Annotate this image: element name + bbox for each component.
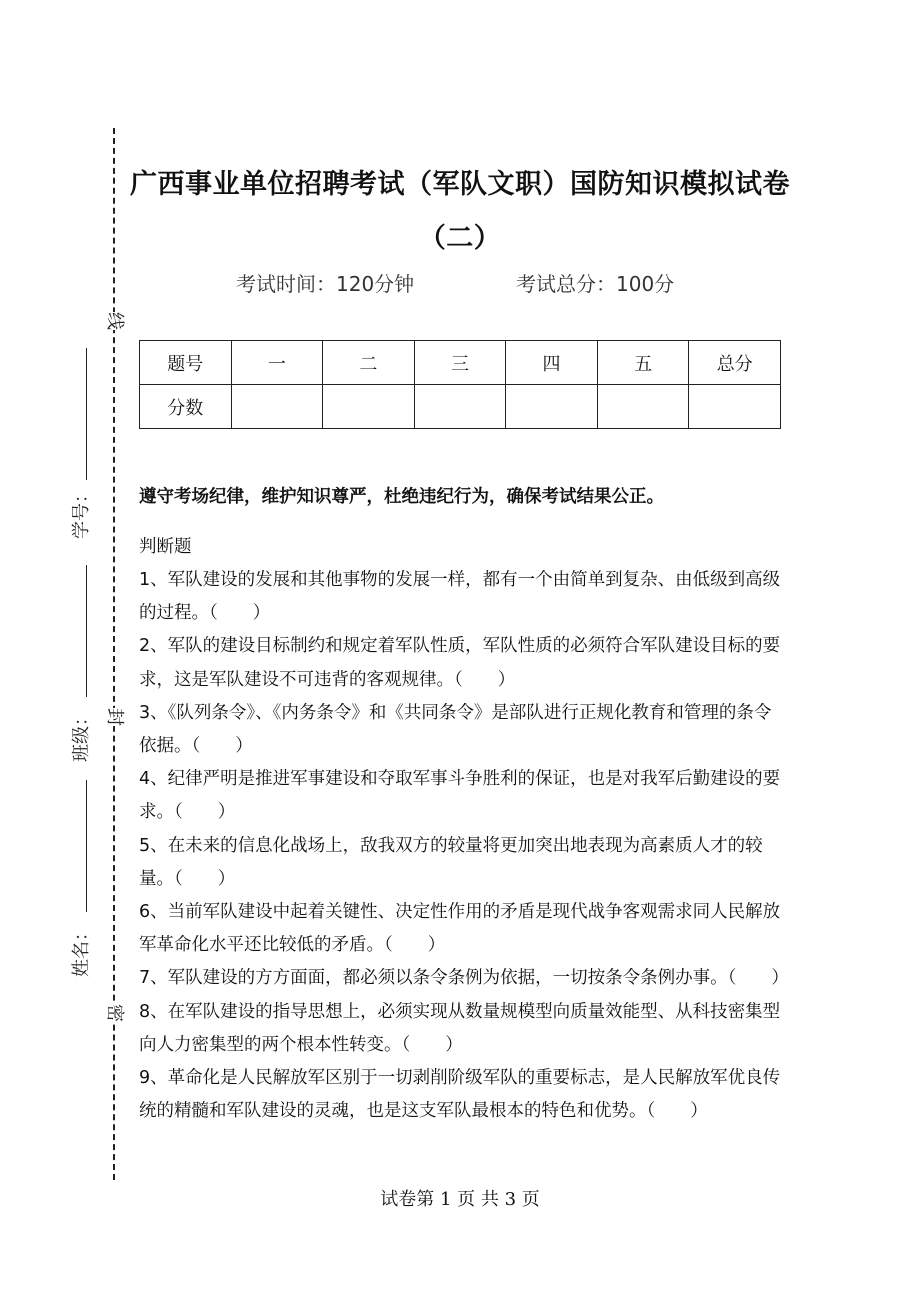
score-cell[interactable] bbox=[231, 385, 323, 429]
page-footer: 试卷第 1 页 共 3 页 bbox=[380, 1189, 540, 1210]
question-item: 2、军队的建设目标制约和规定着军队性质，军队性质的必须符合军队建设目标的要求，这是军队建设不可违背的客观规律。（ ） bbox=[139, 636, 781, 690]
question-item: 8、在军队建设的指导思想上，必须实现从数量规模型向质量效能型、从科技密集型向人力密集型的两个根本性转变。（ ） bbox=[139, 1001, 781, 1055]
binding-mark-seal: 封 bbox=[104, 708, 125, 726]
score-cell[interactable] bbox=[597, 385, 689, 429]
name-label: 姓名： bbox=[71, 923, 92, 977]
student-id-underline bbox=[86, 348, 87, 480]
score-table-header-cell: 五 bbox=[597, 341, 689, 385]
question-list bbox=[139, 564, 789, 1128]
score-table-header-cell: 总分 bbox=[689, 341, 781, 385]
score-table-header-cell: 一 bbox=[231, 341, 323, 385]
score-table-header-cell: 二 bbox=[323, 341, 415, 385]
score-table-header-cell: 题号 bbox=[140, 341, 232, 385]
score-cell[interactable] bbox=[506, 385, 598, 429]
class-underline bbox=[86, 565, 87, 697]
exam-title: 广西事业单位招聘考试（军队文职）国防知识模拟试卷（二） bbox=[130, 169, 790, 254]
question-item: 5、在未来的信息化战场上，敌我双方的较量将更加突出地表现为高素质人才的较量。（ ） bbox=[139, 835, 763, 889]
binding-mark-secret: 密 bbox=[104, 1004, 125, 1022]
section-title: 判断题 bbox=[139, 537, 192, 557]
score-row-label: 分数 bbox=[140, 385, 232, 429]
exam-total-score: 考试总分：100分 bbox=[516, 272, 675, 296]
score-cell[interactable] bbox=[323, 385, 415, 429]
binding-dashed-line bbox=[113, 128, 115, 1180]
score-table bbox=[139, 340, 781, 429]
student-id-label: 学号： bbox=[71, 485, 92, 539]
score-table-header-cell: 三 bbox=[414, 341, 506, 385]
question-item: 9、革命化是人民解放军区别于一切剥削阶级军队的重要标志，是人民解放军优良传统的精髓和军队建设的灵魂，也是这支军队最根本的特色和优势。（ ） bbox=[139, 1068, 781, 1122]
score-table-header-cell: 四 bbox=[506, 341, 598, 385]
score-table-header-row bbox=[140, 341, 781, 385]
question-item: 6、当前军队建设中起着关键性、决定性作用的矛盾是现代战争客观需求同人民解放军革命化水平还比较低的矛盾。（ ） bbox=[139, 902, 781, 956]
exam-time: 考试时间：120分钟 bbox=[236, 272, 415, 296]
question-item: 3、《队列条令》、《内务条令》和《共同条令》是部队进行正规化教育和管理的条令依据。（ ） bbox=[139, 702, 772, 757]
question-item: 7、军队建设的方方面面，都必须以条令条例为依据，一切按条令条例办事。（ ） bbox=[139, 968, 789, 989]
class-label: 班级： bbox=[71, 708, 92, 762]
score-table-score-row bbox=[140, 385, 781, 429]
binding-mark-line: 线 bbox=[104, 312, 125, 330]
name-underline bbox=[86, 780, 87, 912]
question-item: 4、纪律严明是推进军事建设和夺取军事斗争胜利的保证，也是对我军后勤建设的要求。（ ） bbox=[139, 769, 781, 823]
exam-notice: 遵守考场纪律，维护知识尊严，杜绝违纪行为，确保考试结果公正。 bbox=[139, 487, 664, 507]
score-cell[interactable] bbox=[414, 385, 506, 429]
score-cell[interactable] bbox=[689, 385, 781, 429]
question-item: 1、军队建设的发展和其他事物的发展一样，都有一个由简单到复杂、由低级到高级的过程。（ ） bbox=[139, 570, 781, 624]
